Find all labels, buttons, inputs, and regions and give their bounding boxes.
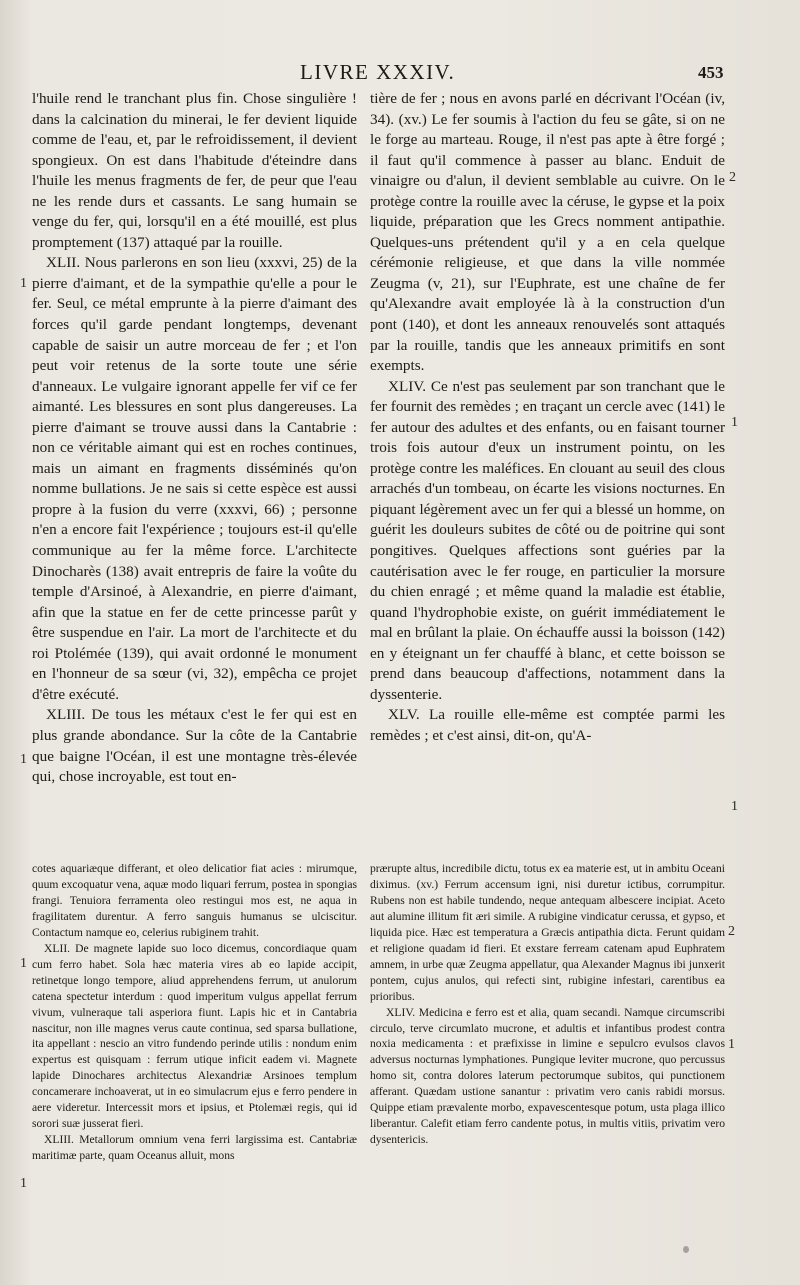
paragraph-continuation: tière de fer ; nous en avons parlé en décrivant l'Océan (iv, 34). (xv.) Le fer soumis à l'action du feu se gâte, si on ne le forge au marteau. Rouge, il n'est pas apte à être forgé ; il faut qu'il commence à passer au blanc. Enduit de vinaigre ou d'alun, il devient semblable au cuivre. On le protège contre la rouille avec la céruse, le gypse et la poix liquide, préparation que les Grecs nomment antipathie. Quelques-uns prétendent qu'il y a en cela quelque cérémonie religieuse, et que dans la ville nommée Zeugma (v, 21), sur l'Euphrate, est une chaîne de fer qu'Alexandre avait employée là à la construction d'un pont (140), et dont les anneaux renouvelés sont attaqués par la rouille, tandis que les anneaux primitifs en sont exempts. xyxy=(370,90,725,375)
margin-number: 2 xyxy=(728,924,735,939)
section-xlv: XLV. La rouille elle-même est comptée parmi les remèdes ; et c'est ainsi, dit-on, qu'A- xyxy=(370,706,725,744)
latin-section-xliv: XLIV. Medicina e ferro est et alia, quam secandi. Namque circumscribi circulo, terve circumlato mucrone, et adultis et infantibus prodest contra noxia medicamenta : et præfixisse in limine e sepulcro evulsos clavos adversus nocturnas lymphationes. Pungique leviter mucrone, quo percussus homo sit, contra dolores laterum pectorumque subitos, qui punctionem afferant. Quædam ustione sanantur : privatim vero canis rabidi morsus. Quippe etiam prævalente morbo, expavescentesque potum, usta plaga illico liberantur. Calefit etiam ferro candente potus, in multis vitiis, privatim vero dysentericis. xyxy=(370,1005,725,1147)
latin-section-xlii: XLII. De magnete lapide suo loco dicemus, concordiaque quam cum ferro habet. Sola hæc materia vires ab eo lapide accipit, retinetque longo tempore, aliud apprehendens ferrum, ut anulorum catena spectetur interdum : quod imperitum vulgus appellat ferrum vivum, vulneraque tali asperiora fiunt. Lapis hic et in Cantabria nascitur, non ille magnes verus caute continua, sed sparsa bullatione, ita appellant : nescio an vitro fundendo perinde utilis : nondum enim expertus est quisquam : ferrum utique inficit eadem vi. Magnete lapide Dinochares architectus Alexandriæ Arsinoes templum concamerare inchoaverat, ut in eo simulacrum ejus e ferro pendere in aere videretur. Intercessit mors et ipsius, et Ptolemæi regis, qui id sorori suæ jusserat fieri. xyxy=(32,941,357,1131)
margin-number: 1 xyxy=(731,799,738,814)
margin-number: 1 xyxy=(20,276,27,291)
margin-number: 1 xyxy=(731,415,738,430)
section-xlii: XLII. Nous parlerons en son lieu (xxxvi, 25) de la pierre d'aimant, et de la sympathie qu'elle a pour le fer. Seul, ce métal emprunte à la pierre d'aimant des forces qu'il garde pendant longtemps, devenant capable de saisir un autre morceau de fer ; et l'on peut voir retenus de la sorte toute une série d'anneaux. Le vulgaire ignorant appelle fer vif ce fer aimanté. Les blessures en sont plus dangereuses. La pierre d'aimant se trouve aussi dans la Cantabrie : non ce véritable aimant qui est en roches continues, mais un aimant en fragments disséminés qu'on nomme bullations. Je ne sais si cette espèce est aussi propre à la fusion du verre (xxxvi, 66) ; personne n'en a encore fait l'expérience ; toujours est-il qu'elle communique au fer la même force. L'architecte Dinocharès (138) avait entrepris de faire la voûte du temple d'Arsinoé, à Alexandrie, en pierre d'aimant, afin que la statue en fer de cette princesse parût y être suspendue en l'air. La mort de l'architecte et du roi Ptolémée (139), qui avait ordonné le monument en l'honneur de sa sœur (vi, 32), empêcha ce projet d'être exécuté. xyxy=(32,254,357,703)
latin-continuation: cotes aquariæque differant, et oleo delicatior fiat acies : mirumque, quum excoquatur vena, aquæ modo liquari ferrum, postea in spongias frangi. Tenuiora ferramenta oleo restingui mos est, ne aqua in fragilitatem durentur. A ferro sanguis humanus se ulciscitur. Contactum namque eo, celerius rubiginem trahit. xyxy=(32,862,357,939)
section-xliii: XLIII. De tous les métaux c'est le fer qui est en plus grande abondance. Sur la côte de la Cantabrie que baigne l'Océan, il est une montagne très-élevée qui, chose incroyable, est tout en- xyxy=(32,706,357,786)
page-number: 453 xyxy=(698,63,724,82)
paper-spot xyxy=(683,1246,689,1253)
main-text-right-column xyxy=(370,89,725,747)
latin-text-right-column xyxy=(370,861,725,1148)
page-header xyxy=(0,60,800,86)
margin-number: 1 xyxy=(20,752,27,767)
main-text-left-column xyxy=(32,89,357,788)
margin-number: 2 xyxy=(729,170,736,185)
latin-text-left-column xyxy=(32,861,357,1164)
running-title: LIVRE XXXIV. xyxy=(300,60,456,84)
margin-number: 1 xyxy=(20,1176,27,1191)
margin-number: 1 xyxy=(20,956,27,971)
latin-section-xliii: XLIII. Metallorum omnium vena ferri largissima est. Cantabriæ maritimæ parte, quam Oceanus alluit, mons xyxy=(32,1133,357,1163)
paragraph-continuation: l'huile rend le tranchant plus fin. Chose singulière ! dans la calcination du minerai, le fer devient liquide comme de l'eau, et, par le refroidissement, il devient spongieux. On est dans l'habitude d'éteindre dans l'huile les menus fragments de fer, de peur que l'eau ne les rende durs et cassants. Le sang humain se venge du fer, qui, lorsqu'il en a été mouillé, est plus promptement (137) attaqué par la rouille. xyxy=(32,90,357,251)
section-xliv: XLIV. Ce n'est pas seulement par son tranchant que le fer fournit des remèdes ; en traçant un cercle avec (141) le fer autour des adultes et des enfants, ou en faisant tourner trois fois autour d'eux un instrument pointu, on les protège contre les maléfices. En clouant au seuil des clous arrachés d'un tombeau, on écarte les visions nocturnes. En piquant légèrement avec un fer qui a blessé un homme, on guérit les douleurs subites de côté ou de poitrine qui sont pongitives. Quelques affections sont guéries par la cautérisation avec le fer rouge, en particulier la morsure du chien enragé ; et même quand la maladie est établie, quand l'hydrophobie existe, on guérit immédiatement le mal en brûlant la plaie. On échauffe aussi la boisson (142) en y éteignant un fer chauffé à blanc, et cette boisson se prend dans beaucoup d'affections, notamment dans la dyssenterie. xyxy=(370,377,725,703)
latin-continuation: prærupte altus, incredibile dictu, totus ex ea materie est, ut in ambitu Oceani diximus. (xv.) Ferrum accensum igni, nisi duretur ictibus, corrumpitur. Rubens non est habile tundendo, neque antequam albescere incipiat. Aceto aut alumine illitum fit æri simile. A rubigine vindicatur cerussa, et gypso, et liquida pice. Hæc est temperatura a Græcis antipathia dicta. Ferunt quidam et religione quadam id fieri. Et exstare ferream catenam apud Euphratem amnem, in urbe quæ Zeugma appellatur, qua Alexander Magnus ibi junxerit pontem, cujus anulos, qui refecti sint, rubigine infestari, carentibus ea prioribus. xyxy=(370,862,725,1003)
margin-number: 1 xyxy=(728,1037,735,1052)
